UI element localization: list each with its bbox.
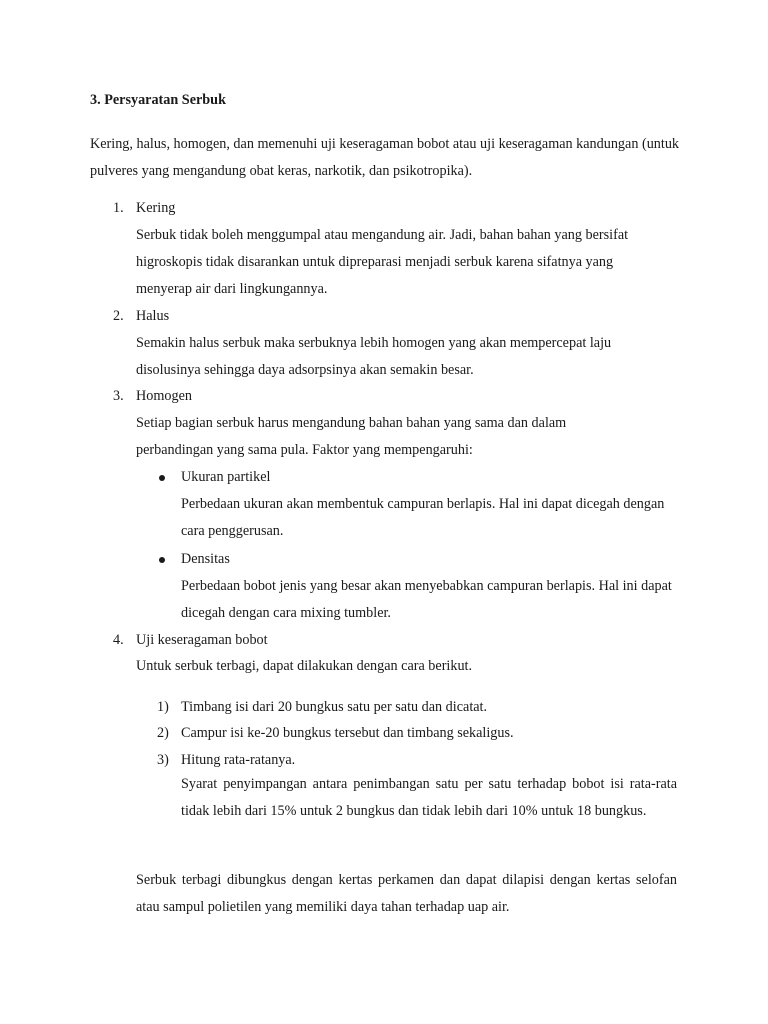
item-title-halus: Halus: [136, 308, 170, 324]
step-text: Timbang isi dari 20 bungkus satu per satu dan dicatat.: [181, 699, 488, 715]
closing-paragraph: Serbuk terbagi dibungkus dengan kertas perkamen dan dapat dilapisi dengan kertas selofan atau sampul polietilen yang memiliki daya tahan terhadap uap air.: [136, 872, 677, 915]
step-number: 2): [157, 725, 169, 741]
list-number: 1.: [113, 200, 124, 216]
item-title-uji: Uji keseragaman bobot: [136, 632, 268, 648]
list-number: 3.: [113, 388, 124, 404]
bullet-title-densitas: Densitas: [181, 551, 230, 567]
item-text-kering: Serbuk tidak boleh menggumpal atau mengandung air. Jadi, bahan bahan yang bersifat higroskopis tidak disarankan untuk dipreparasi menjadi serbuk karena sifatnya yang menyerap air dari lingkungannya.: [136, 227, 629, 297]
bullet-icon: [159, 475, 165, 481]
item-text-halus: Semakin halus serbuk maka serbuknya lebih homogen yang akan mempercepat laju disolusinya sehingga daya adsorpsinya akan semakin besar.: [136, 335, 612, 378]
step-number: 1): [157, 699, 169, 715]
bullet-icon: [159, 557, 165, 563]
bullet-text-densitas: Perbedaan bobot jenis yang besar akan menyebabkan campuran berlapis. Hal ini dapat dicegah dengan cara mixing tumbler.: [181, 578, 672, 621]
bullet-text-ukuran: Perbedaan ukuran akan membentuk campuran berlapis. Hal ini dapat dicegah dengan cara penggerusan.: [181, 496, 665, 539]
item-text-uji: Untuk serbuk terbagi, dapat dilakukan dengan cara berikut.: [136, 658, 473, 674]
step-text: Hitung rata-ratanya.: [181, 752, 296, 768]
list-number: 4.: [113, 632, 124, 648]
step-number: 3): [157, 752, 169, 768]
intro-paragraph: Kering, halus, homogen, dan memenuhi uji keseragaman bobot atau uji keseragaman kandungan (untuk pulveres yang mengandung obat keras, narkotik, dan psikotropika).: [90, 136, 680, 179]
list-number: 2.: [113, 308, 124, 324]
section-heading: 3. Persyaratan Serbuk: [90, 92, 226, 108]
step-text: Campur isi ke-20 bungkus tersebut dan timbang sekaligus.: [181, 725, 514, 741]
step-detail: Syarat penyimpangan antara penimbangan satu per satu terhadap bobot isi rata-rata tidak lebih dari 15% untuk 2 bungkus dan tidak lebih dari 10% untuk 18 bungkus.: [181, 776, 677, 819]
bullet-title-ukuran: Ukuran partikel: [181, 469, 271, 485]
item-text-homogen: Setiap bagian serbuk harus mengandung bahan bahan yang sama dan dalam perbandingan yang sama pula. Faktor yang mempengaruhi:: [136, 415, 567, 458]
item-title-homogen: Homogen: [136, 388, 192, 404]
item-title-kering: Kering: [136, 200, 176, 216]
